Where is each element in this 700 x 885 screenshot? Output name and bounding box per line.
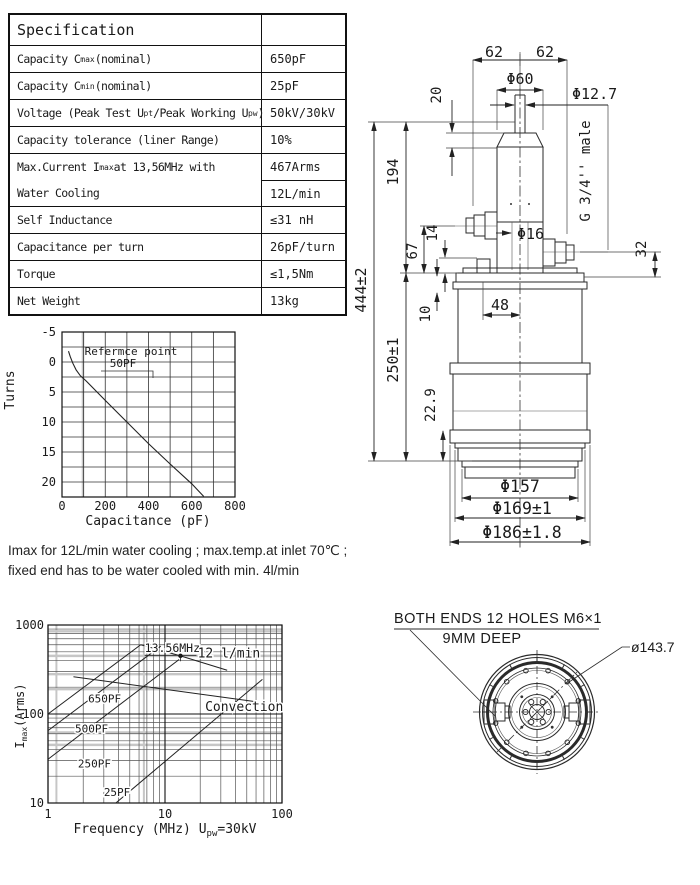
spec-row	[10, 287, 345, 314]
hub-hole	[540, 699, 545, 704]
bolt-circle-dia-label: ø143.7	[631, 639, 675, 655]
dim-14: 14	[425, 224, 441, 242]
capacitor-end-view-drawing	[385, 605, 685, 790]
hub-hole	[540, 719, 545, 724]
spec-label: Water Cooling	[10, 180, 262, 206]
y-tick-label: 10	[41, 415, 56, 429]
spec-value: 10%	[270, 133, 292, 147]
thread-spec: G 3/4'' male	[578, 120, 594, 222]
small-hole	[551, 726, 554, 729]
x-tick-label: 10	[157, 807, 173, 821]
y-tick-label: 10	[29, 796, 44, 810]
x-tick-label: 100	[271, 807, 293, 821]
spec-label: Self Inductance	[10, 207, 262, 233]
y-tick-label: 0	[48, 355, 56, 369]
x-tick-label: 800	[224, 499, 246, 513]
hub-hole	[529, 699, 534, 704]
dim-dia169: Φ169±1	[492, 499, 552, 518]
spec-label: Torque	[10, 261, 262, 287]
spec-label: Capacity C min (nominal)	[10, 73, 262, 99]
spec-header-cell: Specification	[10, 15, 262, 45]
y-tick-label: 20	[41, 475, 56, 489]
y-axis-title: Imax(Arms)	[13, 683, 29, 749]
spec-value: 12L/min	[262, 180, 345, 206]
imax-vs-frequency-chart	[10, 610, 320, 845]
marker-frequency-label: 13.56MHz	[144, 640, 201, 655]
dim-dia12-7: Φ12.7	[572, 85, 618, 103]
spec-label: Capacity C max (nominal)	[10, 46, 262, 72]
series-label: Convection	[205, 700, 284, 716]
hub-hole	[529, 719, 534, 724]
end-view-centerlines	[473, 650, 601, 774]
spec-row	[10, 126, 345, 153]
spec-value: 13kg	[270, 294, 299, 308]
y-tick-label: 1000	[15, 618, 44, 632]
spec-header-row	[10, 15, 345, 45]
spec-row	[10, 233, 345, 260]
series-label: 650PF	[88, 692, 122, 706]
dim-444: 444±2	[352, 267, 370, 313]
dim-22-9: 22.9	[423, 388, 439, 422]
series-label: 12 l/min	[197, 646, 261, 662]
annotation-reference-point: Refermce point	[84, 345, 178, 358]
series-25PF	[116, 679, 263, 803]
spec-row	[10, 153, 345, 180]
spec-row	[10, 260, 345, 287]
dim-67: 67	[405, 242, 421, 260]
annotation-50pf: 50PF	[109, 357, 137, 370]
spec-row	[10, 180, 345, 206]
dim-62-right: 62	[535, 43, 555, 61]
dim-62-left: 62	[484, 43, 504, 61]
dim-dia16: Φ16	[517, 225, 545, 243]
cooling-note-line2: fixed end has to be water cooled with min. 4l/min	[8, 563, 300, 579]
spec-row	[10, 45, 345, 72]
specification-table	[8, 13, 347, 316]
dim-20: 20	[429, 86, 445, 104]
spec-value: 467Arms	[270, 160, 321, 174]
x-tick-label: 0	[58, 499, 66, 513]
x-tick-label: 400	[137, 499, 160, 513]
spec-label: Net Weight	[10, 288, 262, 314]
cooling-note-line1: Imax for 12L/min water cooling ; max.temp.at inlet 70℃ ;	[8, 543, 348, 558]
y-tick-label: -5	[41, 325, 56, 339]
series-label: 25PF	[103, 785, 131, 799]
spec-value: 650pF	[270, 52, 307, 66]
series-label: 500PF	[74, 722, 109, 736]
capacitor-side-view-drawing	[352, 35, 700, 560]
small-hole	[520, 695, 523, 698]
y-tick-label: 100	[22, 707, 44, 721]
spec-label: Voltage (Peak Test U pt /Peak Working U pw )	[10, 100, 262, 126]
spec-value: ≤31 nH	[270, 213, 314, 227]
dim-dia60: Φ60	[506, 70, 534, 88]
x-axis-title: Capacitance (pF)	[85, 514, 211, 529]
dim-250: 250±1	[384, 337, 402, 383]
dim-32: 32	[634, 240, 650, 258]
turns-vs-capacitance-chart	[0, 320, 260, 540]
cooling-note	[8, 541, 388, 582]
dim-48: 48	[490, 296, 510, 314]
spec-label: Capacity tolerance (liner Range)	[10, 127, 262, 153]
spec-row	[10, 206, 345, 233]
spec-label: Capacitance per turn	[10, 234, 262, 260]
dim-10: 10	[418, 305, 434, 323]
turns-curve	[68, 351, 203, 496]
x-tick-label: 600	[180, 499, 203, 513]
spec-value: 50kV/30kV	[270, 106, 336, 120]
spec-value: ≤1,5Nm	[270, 267, 314, 281]
x-tick-label: 1	[44, 807, 52, 821]
y-axis-title: Turns	[3, 370, 18, 410]
y-tick-label: 15	[41, 445, 56, 459]
spec-row	[10, 72, 345, 99]
spec-label: Max.Current I max at 13,56MHz with	[10, 154, 262, 180]
dim-dia157: Φ157	[500, 477, 540, 496]
x-axis-title: Frequency (MHz) Upw=30kV	[73, 822, 257, 839]
x-tick-label: 200	[94, 499, 117, 513]
spec-value: 25pF	[270, 79, 299, 93]
dim-194: 194	[384, 158, 402, 186]
y-tick-label: 5	[48, 385, 56, 399]
holes-note-line1: BOTH ENDS 12 HOLES M6×1	[394, 611, 602, 627]
dim-dia186: Φ186±1.8	[482, 523, 562, 542]
spec-header-empty-cell	[262, 15, 345, 45]
holes-note-line2: 9MM DEEP	[442, 631, 522, 647]
spec-value: 26pF/turn	[270, 240, 336, 254]
series-label: 250PF	[77, 757, 111, 771]
spec-row	[10, 99, 345, 126]
